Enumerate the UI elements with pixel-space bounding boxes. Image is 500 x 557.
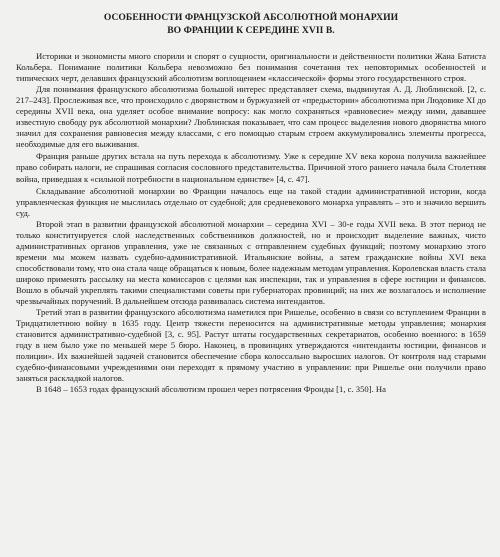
paragraph-intro: Историки и экономисты много спорили и спорят о сущности, оригинальности и действенности политики Жана Батиста Кольбера. Понимание политики Кольбера невозможно без понимания сочетания тех неповторимых особенностей и типических черт, делавших французский абсолютизм воплощением «классической» формы этого государственного строя. <box>16 51 486 84</box>
title-line-1: ОСОБЕННОСТИ ФРАНЦУЗСКОЙ АБСОЛЮТНОЙ МОНАРХИИ <box>103 12 399 23</box>
paragraph-judicial-origin: Складывание абсолютной монархии во Франции началось еще на такой стадии административной истории, когда управленческая функция не мыслилась отдельно от судебной; для средневекового монарха управлять – это и значило вершить суд. <box>16 185 486 218</box>
paragraph-lyublinskaya-scheme: Для понимания французского абсолютизма большой интерес представляет схема, выдвинутая А. Д. Люблинской. [2, с. 217–243]. Прослеживая все, что происходило с дворянством и буржуазией от «предыстории» абсолютизма при Людовике XI до середины XVII века, она уделяет особое внимание вопросу: как могло сохраняться «равновесие» между ними, дававшее известную свободу рук абсолютной монархии? Люблинская показывает, что сам процесс выделения нового дворянства много значил для сохранения равновесия между классами, с его помощью старым строем аккумулировались элементы прогресса, необходимые для его выживания. <box>16 84 486 150</box>
paragraph-fronde: В 1648 – 1653 годах французский абсолютизм прошел через потрясения Фронды [1, с. 350]. На <box>36 384 386 395</box>
paragraph-second-stage: Второй этап в развитии французской абсолютной монархии – середина XVI – 30-е годы XVII века. В этот период не только конституируется слой наследственных собственников должностей, но и происходит выделение важных, чисто административных органов управления, уже не связанных с отправлением судебных функций; поэтому монархию этого времени мы можем назвать судебно-административной. Итальянские войны, а затем гражданские войны XVI века способствовали тому, что она стала чаще обращаться к новым, более надежным методам управления. Королевская власть стала широко применять рассылку на места комиссаров с целями как инспекции, так и управления в сфере юстиции и финансов. Вошло в обычай укреплять такими специалистами советы при губернаторах провинций; на них же возлагалось и исполнение чрезвычайных поручений. В дальнейшем отсюда развивалась система интендантов. <box>16 218 486 307</box>
title-line-2: ВО ФРАНЦИИ К СЕРЕДИНЕ XVII В. <box>167 24 335 36</box>
paragraph-third-stage: Третий этап в развитии французского абсолютизма наметился при Ришелье, особенно в связи со вступлением Франции в Тридцатилетнюю войну в 1635 году. Центр тяжести переносится на административные методы управления; монархия становится административно-судебной [3, с. 95]. Растут штаты государственных секретариатов, особенно военного: в 1659 году в нем было уже по меньшей мере 5 бюро. Наконец, в провинциях утверждаются «интенданты юстиции, финансов и полиции». Их важнейшей задачей становится обеспечение сбора колоссально выросших налогов. От контроля над старыми судебно-финансовыми учреждениями они переходят к прямому участию в управлении: при Ришелье они получили право заняться раскладкой налогов. <box>16 307 486 384</box>
paragraph-early-absolutism: Франция раньше других встала на путь перехода к абсолютизму. Уже к середине XV века корона получила важнейшее право собирать налоги, не спрашивая согласия сословного представительства. Причиной этого раннего начала была Столетняя война, приведшая к «сильной потребности в национальном единстве» [4, с. 47]. <box>16 151 486 184</box>
document-title <box>16 12 486 37</box>
